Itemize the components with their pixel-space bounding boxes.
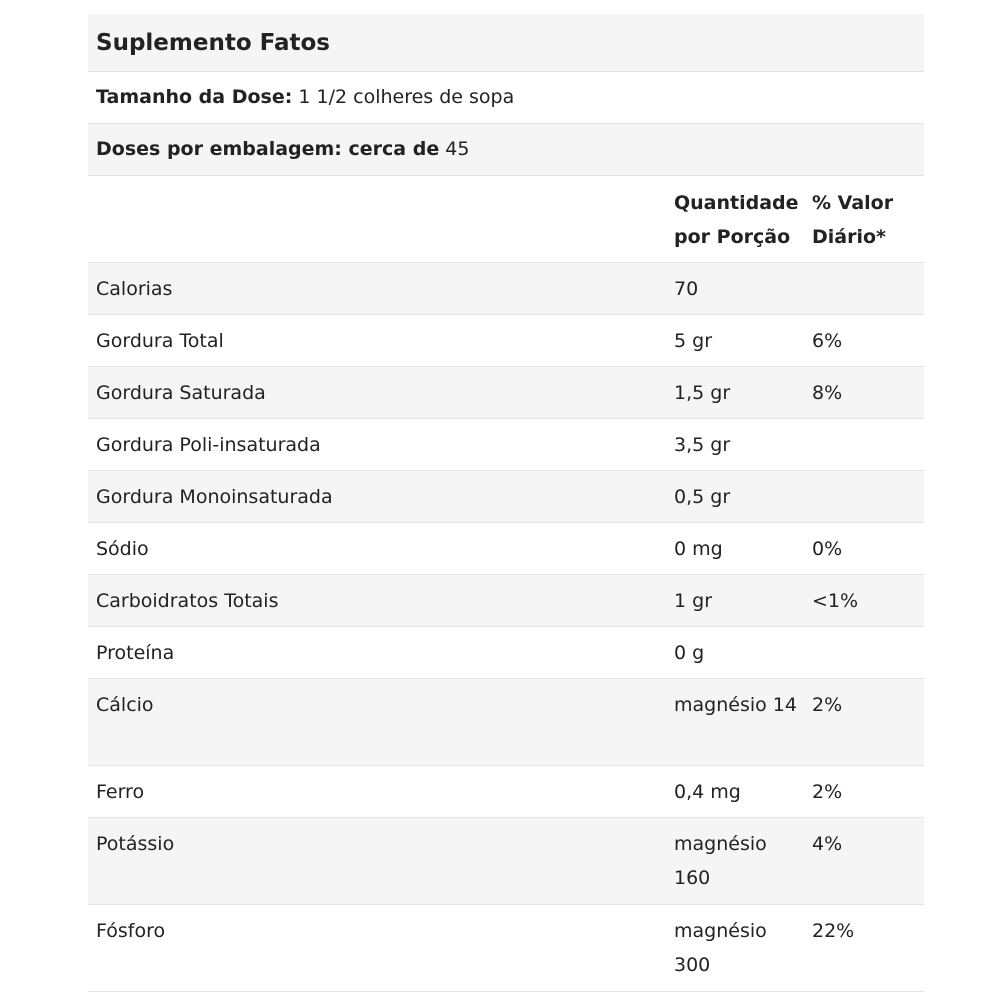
nutrient-amount: 0 mg	[674, 538, 723, 560]
nutrient-amount: 0 g	[674, 642, 705, 664]
nutrient-name: Gordura Poli-insaturada	[96, 434, 321, 456]
nutrient-amount: magnésio 300	[674, 920, 767, 976]
nutrient-daily-value	[804, 480, 924, 513]
nutrient-daily-value: <1%	[812, 590, 859, 612]
table-row	[88, 523, 924, 575]
nutrient-amount: 0,4 mg	[674, 781, 741, 803]
nutrient-amount: 1 gr	[674, 590, 712, 612]
nutrient-amount: magnésio 160	[674, 833, 767, 889]
servings-per-container-value: 45	[445, 138, 470, 160]
nutrient-name: Sódio	[96, 538, 149, 560]
column-header-amount: Quantidade por Porção	[674, 192, 799, 248]
nutrient-name: Cálcio	[96, 694, 154, 716]
serving-size-row	[88, 72, 924, 124]
nutrient-daily-value: 4%	[812, 833, 843, 855]
nutrient-name: Gordura Total	[96, 330, 224, 352]
nutrient-name: Potássio	[96, 833, 175, 855]
nutrient-amount: magnésio 14	[674, 694, 797, 716]
nutrient-daily-value: 8%	[812, 382, 843, 404]
nutrient-amount: 3,5 gr	[674, 434, 731, 456]
column-header-row	[88, 176, 924, 263]
serving-size-value: 1 1/2 colheres de sopa	[298, 86, 515, 108]
nutrient-name: Carboidratos Totais	[96, 590, 279, 612]
nutrient-name: Fósforo	[96, 920, 166, 942]
servings-per-container-row	[88, 124, 924, 176]
nutrient-rows	[88, 263, 924, 992]
table-row	[88, 818, 924, 905]
table-row	[88, 766, 924, 818]
table-title: Suplemento Fatos	[88, 14, 924, 72]
nutrient-amount: 5 gr	[674, 330, 712, 352]
nutrient-name: Ferro	[96, 781, 145, 803]
table-row	[88, 367, 924, 419]
nutrient-daily-value: 22%	[812, 920, 855, 942]
nutrient-name: Proteína	[96, 642, 175, 664]
table-row	[88, 575, 924, 627]
table-row	[88, 627, 924, 679]
nutrient-daily-value	[804, 428, 924, 461]
table-row	[88, 471, 924, 523]
column-header-name	[88, 186, 666, 253]
serving-size-label: Tamanho da Dose:	[96, 86, 293, 108]
supplement-facts-table	[88, 14, 924, 992]
nutrient-daily-value: 2%	[812, 694, 843, 716]
nutrient-daily-value	[804, 272, 924, 305]
table-row	[88, 315, 924, 367]
table-row	[88, 419, 924, 471]
table-row	[88, 905, 924, 992]
servings-per-container-label: Doses por embalagem: cerca de	[96, 138, 440, 160]
nutrient-name: Calorias	[96, 278, 173, 300]
nutrient-amount: 70	[674, 278, 699, 300]
nutrient-name: Gordura Monoinsaturada	[96, 486, 333, 508]
nutrient-amount: 1,5 gr	[674, 382, 731, 404]
column-header-daily-value: % Valor Diário*	[812, 192, 894, 248]
nutrient-name: Gordura Saturada	[96, 382, 266, 404]
nutrient-amount: 0,5 gr	[674, 486, 731, 508]
nutrient-daily-value: 6%	[812, 330, 843, 352]
nutrient-daily-value: 2%	[812, 781, 843, 803]
nutrient-daily-value	[804, 636, 924, 669]
table-row	[88, 263, 924, 315]
nutrient-daily-value: 0%	[812, 538, 843, 560]
table-row	[88, 679, 924, 766]
